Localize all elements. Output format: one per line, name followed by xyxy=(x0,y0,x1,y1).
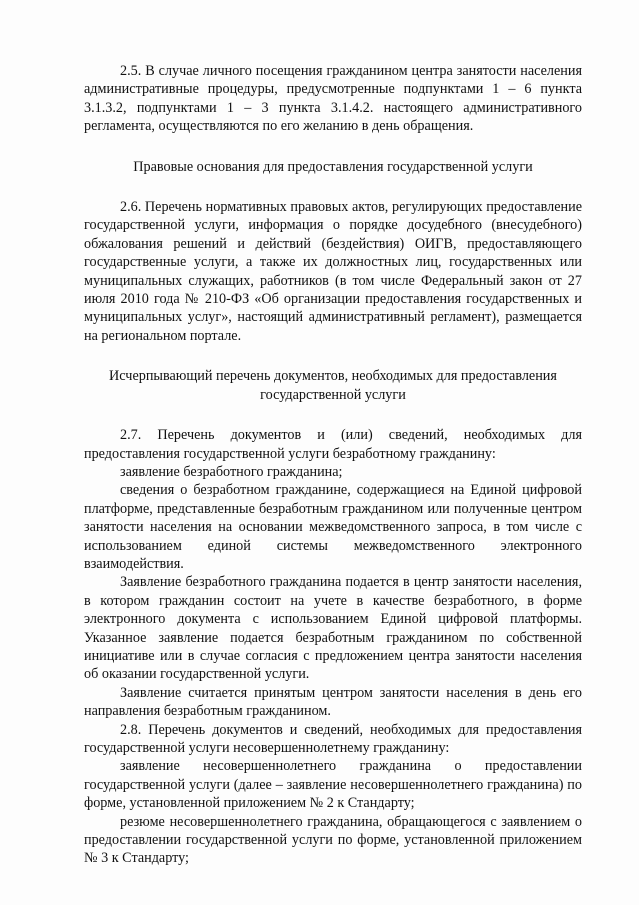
paragraph-2-7-item-information: сведения о безработном гражданине, содержащиеся на Единой цифровой платформе, представленные безработным гражданином или полученные центром занятости населения на основании межведомственного запроса, в том числе с использованием единой системы межведомственного электронного взаимодействия. xyxy=(84,482,582,572)
paragraph-2-7-submission: Заявление безработного гражданина подается в центр занятости населения, в котором гражданин состоит на учете в качестве безработного, в форме электронного документа с использованием Единой цифровой платформы. Указанное заявление подается безработным гражданином по собственной инициативе или в случае согласия с предложением центра занятости населения об оказании государственной услуги. xyxy=(84,574,582,683)
paragraph-2-8-item-resume: резюме несовершеннолетнего гражданина, обращающегося с заявлением о предоставлении государственной услуги по форме, установленной приложением № 3 к Стандарту; xyxy=(84,813,582,867)
paragraph-2-7-acceptance: Заявление считается принятым центром занятости населения в день его направления безработным гражданином. xyxy=(84,684,582,720)
paragraph-2-6: 2.6. Перечень нормативных правовых актов, регулирующих предоставление государственной услуги, информация о порядке досудебного (внесудебного) обжалования решений и действий (бездействия) ОИГВ, предоставляющего государственные услуги, а также их должностных лиц, государственных или муниципальных служащих, работников (в том числе Федеральный закон от 27 июля 2010 года № 210-ФЗ «Об организации предоставления государственных и муниципальных услуг», настоящий административный регламент), размещается на региональном портале. xyxy=(84,199,582,344)
heading-required-documents: Исчерпывающий перечень документов, необходимых для предоставления государственной услуги xyxy=(109,368,557,403)
paragraph-2-8: 2.8. Перечень документов и сведений, необходимых для предоставления государственной услуги несовершеннолетнему гражданину: xyxy=(84,721,582,756)
paragraph-2-8-item-application: заявление несовершеннолетнего гражданина о предоставлении государственной услуги (далее – заявление несовершеннолетнего гражданина) по форме, установленной приложением № 2 к Стандарту; xyxy=(84,758,582,812)
paragraph-2-7-item-application: заявление безработного гражданина; xyxy=(120,463,343,480)
paragraph-2-7: 2.7. Перечень документов и (или) сведений, необходимых для предоставления государственной услуги безработному гражданину: xyxy=(84,427,582,462)
paragraph-2-5: 2.5. В случае личного посещения гражданином центра занятости населения административные процедуры, предусмотренные подпунктами 1 – 6 пункта 3.1.3.2, подпунктами 1 – 3 пункта 3.1.4.2. настоящего административного регламента, осуществляются по его желанию в день обращения. xyxy=(84,63,582,135)
document-body xyxy=(84,62,582,868)
heading-legal-basis: Правовые основания для предоставления государственной услуги xyxy=(133,158,533,175)
